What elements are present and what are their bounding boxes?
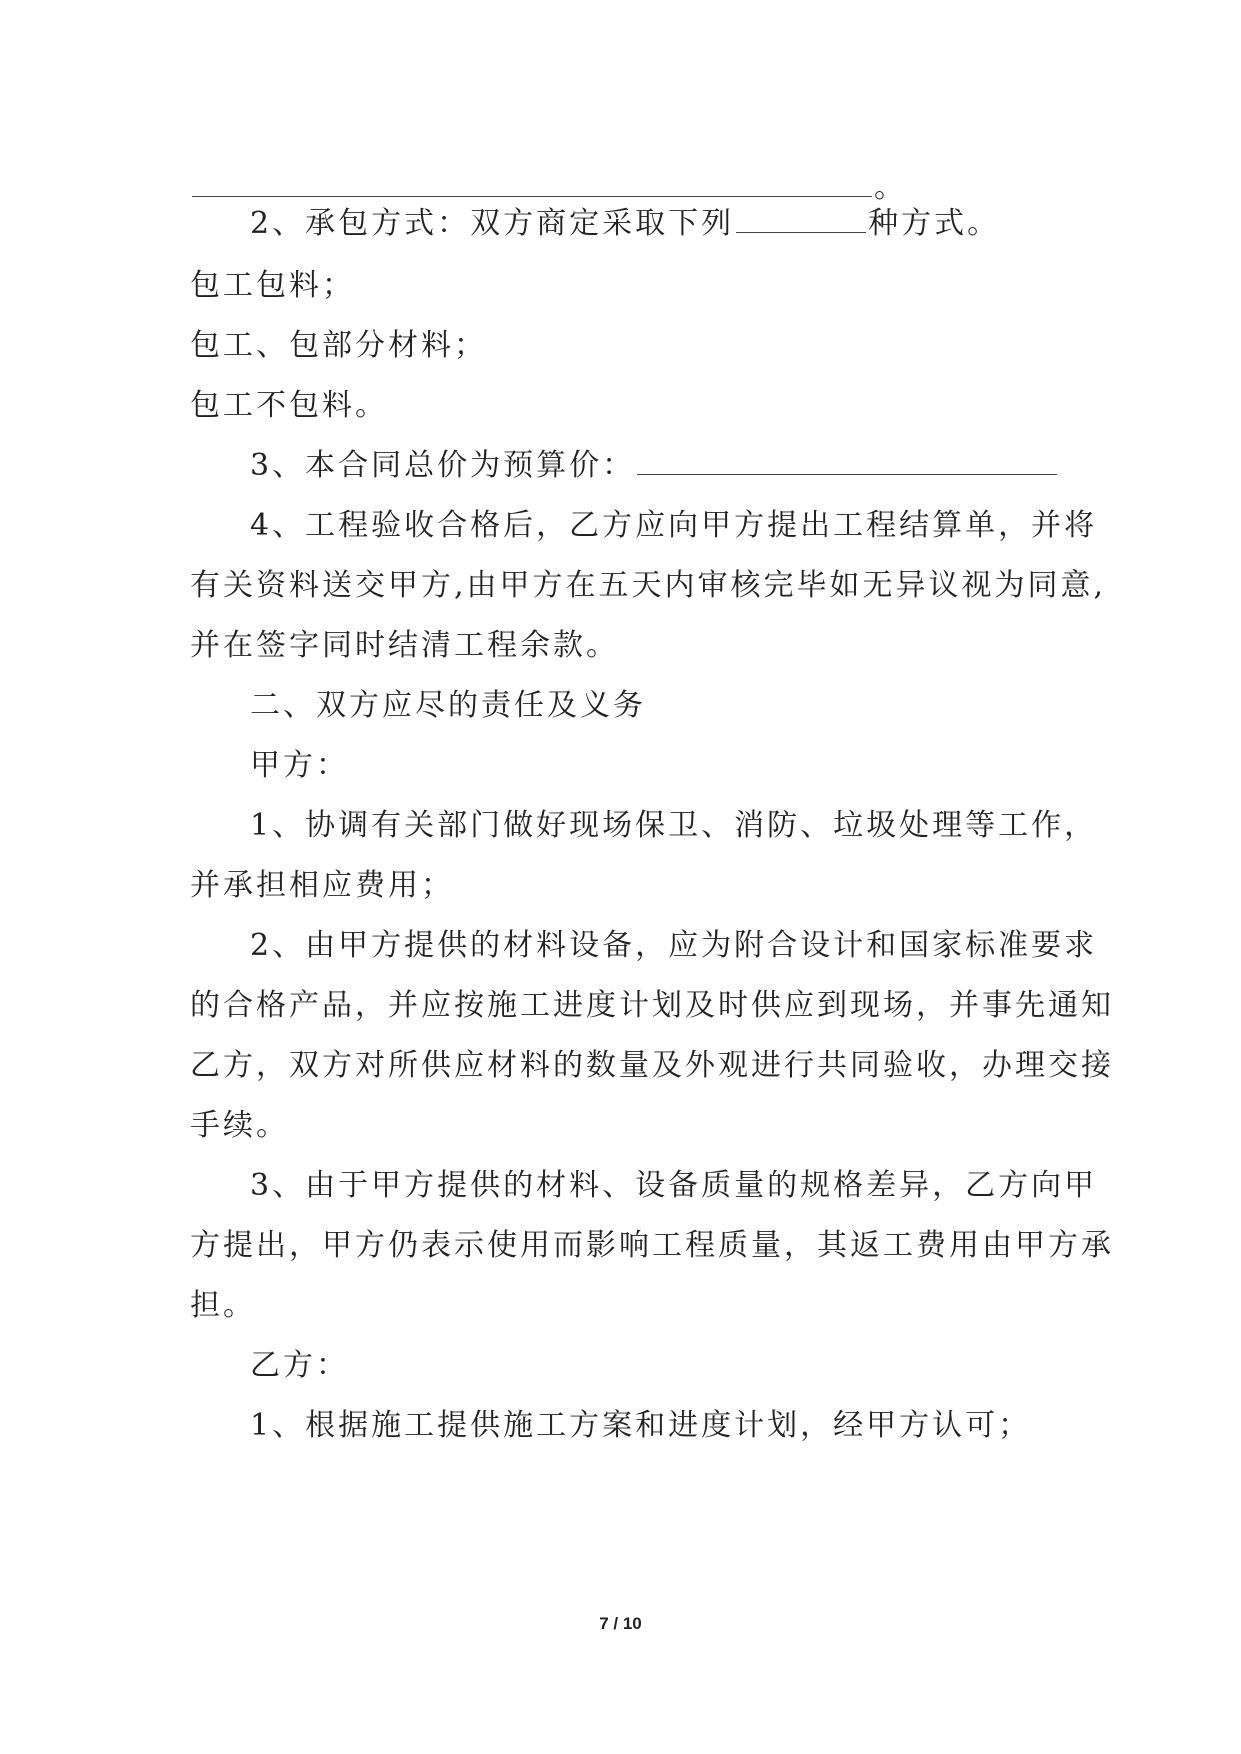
body-line-7: 4、工程验收合格后，乙方应向甲方提出工程结算单，并将: [250, 508, 1098, 543]
body-line-22: 1、根据施工提供施工方案和进度计划，经甲方认可；: [250, 1408, 1032, 1443]
fill-in-blank: [637, 448, 1057, 475]
party-b-heading: 乙方：: [250, 1348, 349, 1383]
body-line-9: 并在签字同时结清工程余款。: [190, 628, 619, 663]
body-line-1: 。: [190, 168, 907, 208]
body-line-6: 3、本合同总价为预算价：: [250, 446, 1059, 486]
body-line-19: 方提出，甲方仍表示使用而影响工程质量，其返工费用由甲方承: [190, 1228, 1114, 1263]
body-line-15: 的合格产品，并应按施工进度计划及时供应到现场，并事先通知: [190, 988, 1114, 1023]
body-line-8: 有关资料送交甲方,由甲方在五天内审核完毕如无异议视为同意,: [190, 568, 1107, 603]
body-line-3: 包工包料；: [190, 268, 355, 303]
body-line-17: 手续。: [190, 1108, 289, 1143]
body-line-18: 3、由于甲方提供的材料、设备质量的规格差异，乙方向甲: [250, 1168, 1098, 1203]
body-line-12: 1、协调有关部门做好现场保卫、消防、垃圾处理等工作，: [250, 808, 1098, 843]
body-line-5: 包工不包料。: [190, 388, 388, 423]
page-number: 7 / 10: [599, 1614, 642, 1633]
body-line-20: 担。: [190, 1288, 256, 1323]
fill-in-blank: [736, 206, 866, 233]
body-line-16: 乙方，双方对所供应材料的数量及外观进行共同验收，办理交接: [190, 1048, 1114, 1083]
body-line-14: 2、由甲方提供的材料设备，应为附合设计和国家标准要求: [250, 928, 1098, 963]
body-line-2: 2、承包方式：双方商定采取下列 种方式。: [250, 206, 1001, 241]
body-line-4: 包工、包部分材料；: [190, 328, 487, 363]
section-heading: 二、双方应尽的责任及义务: [250, 688, 646, 723]
fill-in-blank: [192, 170, 872, 197]
party-a-heading: 甲方：: [250, 748, 349, 783]
body-line-13: 并承担相应费用；: [190, 868, 454, 903]
